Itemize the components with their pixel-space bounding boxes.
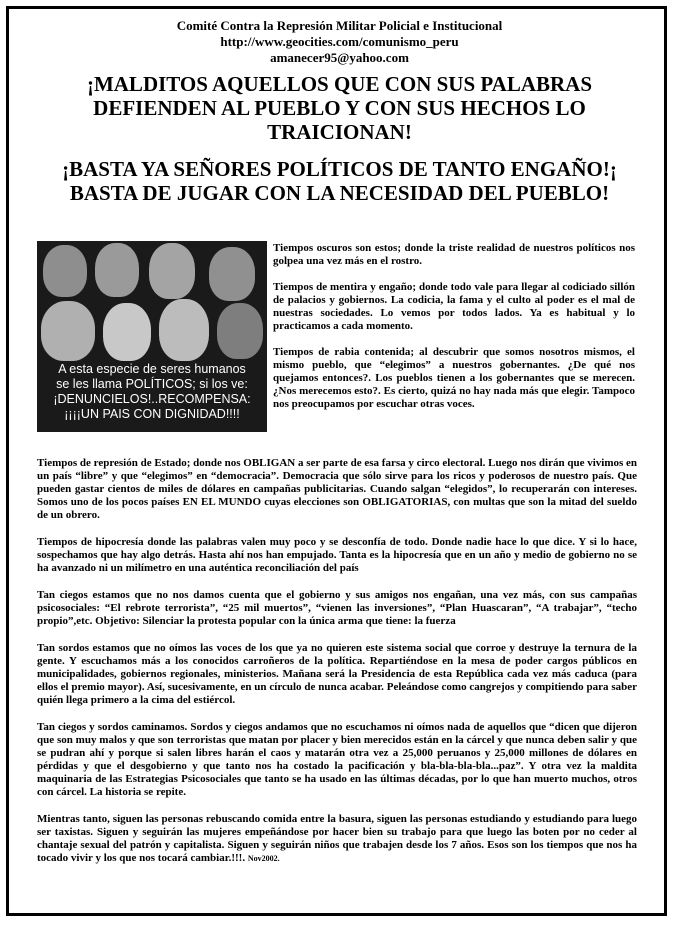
paragraph-7: Tan sordos estamos que no oímos las voces de los que ya no quieren este sistema social que corroe y destruye la ternura de la gente. Y escuchamos más a los conocidos carroñeros de la política. Repartiéndose en la mesa de poder cargos públicos en municipalidades, gobiernos regionales, ministerios. Mañana será la Presidencia de esta República cada vez más caduca (para ellos el premio mayor). Así, sucesivamente, en un círculo de nunca acabar. Peleándose como cangrejos y compitiendo para saber quién llega primero a la cima del estiércol.	[37, 642, 637, 706]
face-5	[41, 301, 95, 361]
org-name: Comité Contra la Represión Militar Policial e Institucional	[176, 18, 503, 33]
paragraph-1: Tiempos oscuros son estos; donde la triste realidad de nuestros políticos nos golpea una vez más en el rostro.	[273, 242, 635, 267]
paragraph-5: Tiempos de hipocresía donde las palabras valen muy poco y se desconfía de todo. Donde nadie hace lo que dice. Y si lo hace, sospechamos que hay algo detrás. Hasta ahí nos han empujado. Tanta es la hipocresía que en un año y medio de gobierno no se ha avanzado ni un milímetro en una auténtica reconciliación del país	[37, 536, 637, 574]
main-body	[37, 457, 637, 879]
face-8	[217, 303, 263, 359]
paragraph-9	[37, 813, 637, 865]
paragraph-4: Tiempos de represión de Estado; donde nos OBLIGAN a ser parte de esa farsa y circo electoral. Luego nos dirán que vivimos en un país “libre” y que “elegimos” en “democracia”. Democracia que sólo sirve para los ricos y poderosos de nuestro país. Que pueden gastar cientos de miles de dólares en campañas publicitarias. Cuando salgan “elegidos”, lo recuperarán con intereses. Somos uno de los pocos países EN EL MUNDO cuyas elecciones son OBLIGATORIAS, con multas que son la mitad del sueldo de un obrero.	[37, 457, 638, 521]
photo-caption: A esta especie de seres humanos se les llama POLÍTICOS; si los ve: ¡DENUNCIELOS!..RECOMPENSA: ¡¡¡¡UN PAIS CON DIGNIDAD!!!!	[53, 362, 251, 421]
date-stamp: Nov2002.	[247, 854, 280, 863]
politicians-photo-collage	[37, 241, 267, 432]
website-link[interactable]: http://www.geocities.com/comunismo_peru	[220, 34, 459, 49]
face-2	[95, 243, 139, 297]
paragraph-6: Tan ciegos estamos que no nos damos cuenta que el gobierno y sus amigos nos engañan, una vez más, con sus campañas psicosociales: “El rebrote terrorista”, “25 mil muertos”, “vienen las inversiones”, “Plan Huascaran”, “A trabajar”, “techo propio”,etc. Objetivo: Silenciar la protesta popular con la única arma que tiene: la fuerza	[37, 589, 637, 627]
paragraph-3: Tiempos de rabia contenida; al descubrir que somos nosotros mismos, el mismo pueblo, que “elegimos” a nuestros gobernantes. ¿De qué nos quejamos entonces?. Los pueblos tienen a los gobernantes que se merecen. ¿Nos merecemos esto?. Es cierto, quizá no hay nada más que elegir. Tampoco nos preocupamos por escuchar otras voces.	[273, 346, 635, 410]
face-1	[43, 245, 87, 297]
headline-secondary: ¡BASTA YA SEÑORES POLÍTICOS DE TANTO ENGAÑO!¡ BASTA DE JUGAR CON LA NECESIDAD DEL PUEBLO!	[62, 157, 617, 205]
email-link[interactable]: amanecer95@yahoo.com	[270, 50, 409, 65]
side-column	[273, 242, 635, 424]
paragraph-8: Tan ciegos y sordos caminamos. Sordos y ciegos andamos que no escuchamos ni oímos nada de aquellos que “dicen que dijeron que son muy malos y que son terroristas que matan por placer y bien merecidos están en la cárcel y que nunca deben salir y que se pudran ahí y porque si salen libres harán el caos y matarán otra vez a 25,000 peruanos y 25,000 millones de dólares en pérdidas y que el desgobierno y que tanto nos ha costado la pacificación y bla-bla-bla-bla...paz”. Y otra vez la maldita maquinaria de las Estrategias Psicosociales que tanto se ha usado en las últimas décadas, por lo que han muerto muchos, otros con cárcel. La historia se repite.	[37, 721, 637, 798]
face-6	[103, 303, 151, 361]
paragraph-9-text: Mientras tanto, siguen las personas rebuscando comida entre la basura, siguen las personas estudiando y estudiando para luego ser taxistas. Siguen y seguirán las mujeres empeñándose por hacer bien su trabajo para que luego las boten por no ceder al chantaje sexual del patrón y capitalista. Siguen y seguirán niños que trabajen desde los 7 años. Esos son los tiempos que nos ha tocado vivir y los que nos tocará cambiar.!!!.	[37, 813, 637, 864]
headline-main: ¡MALDITOS AQUELLOS QUE CON SUS PALABRAS DEFIENDEN AL PUEBLO Y CON SUS HECHOS LO TRAICIONAN!	[86, 72, 593, 144]
face-7	[159, 299, 209, 361]
face-4	[209, 247, 255, 301]
paragraph-2: Tiempos de mentira y engaño; donde todo vale para llegar al codiciado sillón de palacios y gobiernos. La codicia, la fama y el culto al poder es el mal de nuestras sociedades. Lo vemos por todos lados. Ya es habitual y lo practicamos a cada momento.	[273, 281, 635, 332]
face-3	[149, 243, 195, 299]
header	[9, 18, 670, 66]
